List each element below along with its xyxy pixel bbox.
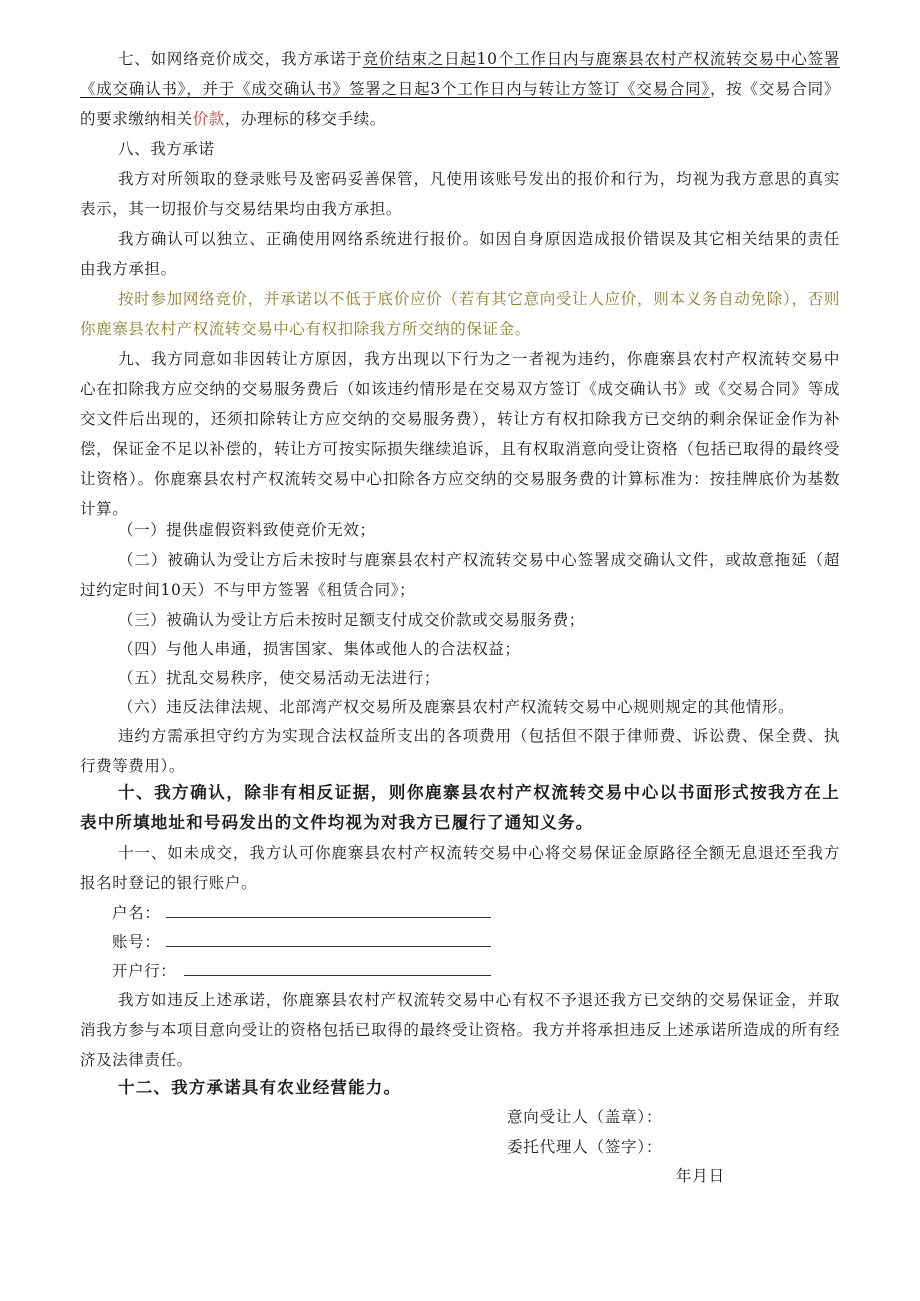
bank-label: 开户行：: [112, 962, 177, 980]
bank-field: [112, 956, 176, 986]
clause-9-cost: 违约方需承担守约方为实现合法权益所支出的各项费用（包括但不限于律师费、诉讼费、保全费、执行费等费用）。: [80, 727, 840, 775]
clause-9-item-1: （一）提供虚假资料致使竞价无效；: [118, 521, 376, 539]
account-name-line: [166, 917, 491, 918]
clause-9-item-5: （五）扰乱交易秩序，使交易活动无法进行；: [118, 669, 441, 687]
clause-9-item-6: （六）违反法律法规、北部湾产权交易所及鹿寨县农村产权流转交易中心规则规定的其他情形。: [118, 698, 795, 716]
clause-9-item-3: （三）被确认为受让方后未按时足额支付成交价款或交易服务费；: [118, 611, 585, 629]
clause-8-system: 我方确认可以独立、正确使用网络系统进行报价。如因自身原因造成报价错误及其它相关结果的责任由我方承担。: [80, 230, 840, 278]
account-name-label: 户名：: [112, 904, 161, 922]
clause-9-intro: 九、我方同意如非因转让方原因，我方出现以下行为之一者视为违约，你鹿寨县农村产权流转交易中心在扣除我方应交纳的交易服务费后（如该违约情形是在交易双方签订《成交确认书》或《交易合同》等成交文件后出现的，还须扣除转让方应交纳的交易服务费），转让方有权扣除我方已交纳的剩余保证金作为补偿，保证金不足以补偿的，转让方可按实际损失继续追诉，且有权取消意向受让资格（包括已取得的最终受让资格）。你鹿寨县农村产权流转交易中心扣除各方应交纳的交易服务费的计算标准为：按挂牌底价为基数计算。: [80, 350, 840, 518]
clause-11: 十一、如未成交，我方认可你鹿寨县农村产权流转交易中心将交易保证金原路径全额无息退还至我方报名时登记的银行账户。: [80, 844, 840, 892]
clause-7-underlined: 竞价结束之日起10个工作日内与鹿寨县农村产权流转交易中心签署《成交确认书》，并于《成交确认书》签署之日起3个工作日内与转让方签订《交易合同》: [80, 50, 840, 98]
clause-10: 十、我方确认，除非有相反证据，则你鹿寨县农村产权流转交易中心以书面形式按我方在上表中所填地址和号码发出的文件均视为对我方已履行了通知义务。: [80, 783, 840, 832]
date-label: 年月日: [676, 1167, 725, 1185]
account-number-label: 账号：: [112, 933, 161, 951]
clause-8-account: 我方对所领取的登录账号及密码妥善保管，凡使用该账号发出的报价和行为，均视为我方意思的真实表示，其一切报价与交易结果均由我方承担。: [80, 170, 840, 218]
clause-9-item-2: （二）被确认为受让方后未按时与鹿寨县农村产权流转交易中心签署成交确认文件，或故意拖延（超过约定时间10天）不与甲方签署《租赁合同》；: [80, 551, 840, 599]
account-number-line: [166, 946, 491, 947]
clause-12: 十二、我方承诺具有农业经营能力。: [118, 1078, 402, 1097]
clause-8-heading: 八、我方承诺: [118, 140, 215, 158]
bank-line: [184, 975, 491, 976]
agent-signature-label: 委托代理人（签字）：: [507, 1138, 663, 1156]
clause-9-item-4: （四）与他人串通，损害国家、集体或他人的合法权益；: [118, 640, 521, 658]
clause-7: 七、如网络竞价成交，我方承诺于竞价结束之日起10个工作日内与鹿寨县农村产权流转交易中心签署《成交确认书》，并于《成交确认书》签署之日起3个工作日内与转让方签订《交易合同》，按《交易合同》的要求缴纳相关价款，办理标的移交手续。: [80, 50, 840, 128]
price-term: 价款: [192, 110, 225, 128]
account-name-field: [112, 898, 160, 928]
violation-statement: 我方如违反上述承诺，你鹿寨县农村产权流转交易中心有权不予退还我方已交纳的交易保证金，并取消我方参与本项目意向受让的资格包括已取得的最终受让资格。我方并将承担违反上述承诺所造成的所有经济及法律责任。: [80, 991, 840, 1069]
clause-8-bidding: 按时参加网络竞价，并承诺以不低于底价应价（若有其它意向受让人应价，则本义务自动免除），否则你鹿寨县农村产权流转交易中心有权扣除我方所交纳的保证金。: [80, 290, 840, 338]
transferee-seal-label: 意向受让人（盖章）：: [507, 1108, 663, 1126]
account-number-field: [112, 927, 160, 957]
